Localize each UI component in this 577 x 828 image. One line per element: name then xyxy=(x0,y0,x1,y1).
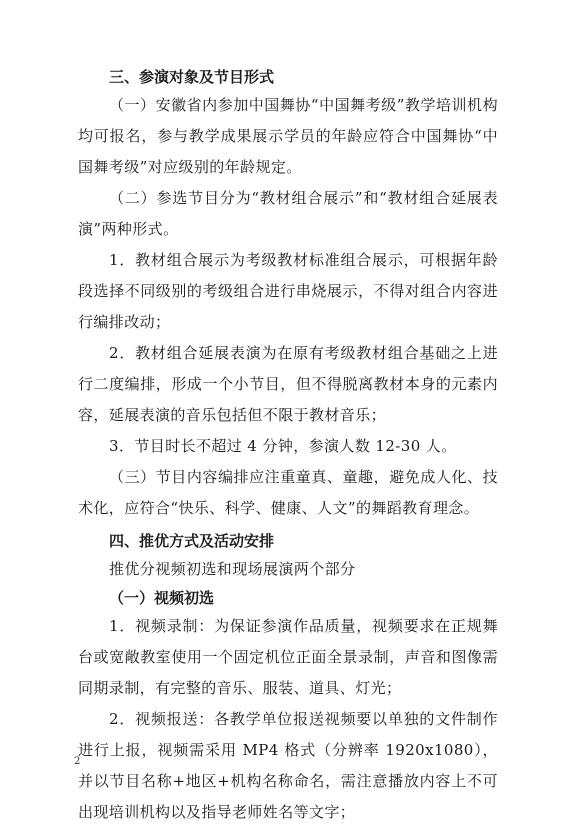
section-3-paragraph-3: （三）节目内容编排应注重童真、童趣，避免成人化、技术化，应符合“快乐、科学、健康、人文”的舞蹈教育理念。 xyxy=(78,468,498,517)
section-3-paragraph-1: （一）安徽省内参加中国舞协“中国舞考级”教学培训机构均可报名，参与教学成果展示学员的年龄应符合中国舞协“中国舞考级”对应级别的年龄规定。 xyxy=(78,96,498,176)
section-4-item-2: 2．视频报送：各教学单位报送视频要以单独的文件制作进行上报，视频需采用 MP4 格式（分辨率 1920x1080），并以节目名称+地区+机构名称命名，需注意播放内容上不可出现培训机构以及指导老师姓名等文字； xyxy=(78,710,498,821)
section-3-heading: 三、参演对象及节目形式 xyxy=(109,68,275,86)
section-3-paragraph-2: （二）参选节目分为“教材组合展示”和“教材组合延展表演”两种形式。 xyxy=(78,189,498,238)
section-4-intro: 推优分视频初选和现场展演两个部分 xyxy=(109,560,356,578)
section-4-heading: 四、推优方式及活动安排 xyxy=(109,532,275,550)
page-number: 2 xyxy=(74,756,81,767)
section-3-item-3: 3．节目时长不超过 4 分钟，参演人数 12-30 人。 xyxy=(109,437,457,455)
section-4-subheading-1: （一）视频初选 xyxy=(109,589,215,607)
section-3-item-1: 1．教材组合展示为考级教材标准组合展示，可根据年龄段选择不同级别的考级组合进行串烧展示，不得对组合内容进行编排改动； xyxy=(78,251,498,331)
document-body xyxy=(78,64,498,828)
section-3-item-2: 2．教材组合延展表演为在原有考级教材组合基础之上进行二度编排，形成一个小节目，但不得脱离教材本身的元素内容，延展表演的音乐包括但不限于教材音乐； xyxy=(78,344,498,424)
section-4-item-1: 1．视频录制：为保证参演作品质量，视频要求在正规舞台或宽敞教室使用一个固定机位正面全景录制，声音和图像需同期录制，有完整的音乐、服装、道具、灯光； xyxy=(78,617,498,697)
